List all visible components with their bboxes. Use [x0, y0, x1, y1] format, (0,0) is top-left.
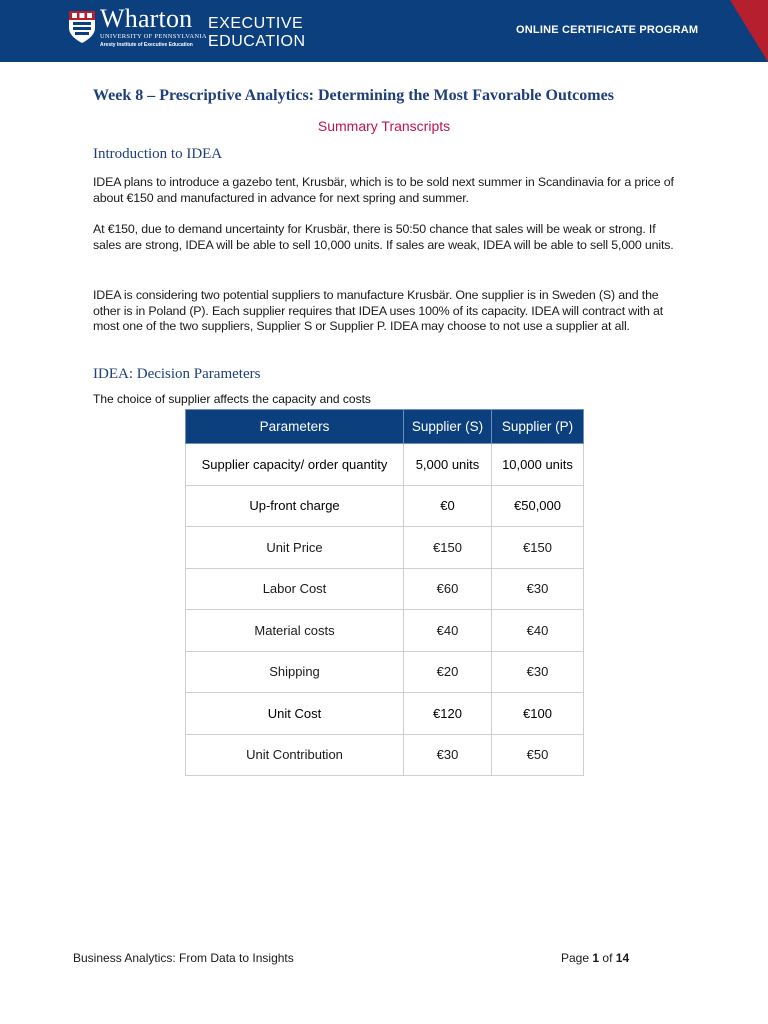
table-cell: Unit Cost [186, 693, 404, 735]
red-corner-accent [730, 0, 768, 62]
program-label: ONLINE CERTIFICATE PROGRAM [516, 24, 699, 36]
table-cell: Unit Price [186, 527, 404, 569]
table-cell: Shipping [186, 651, 404, 693]
table-cell: €50 [492, 734, 584, 776]
table-cell: Up-front charge [186, 485, 404, 527]
exec-line-1: EXECUTIVE [208, 15, 304, 32]
table-cell: €0 [404, 485, 492, 527]
table-cell: €20 [404, 651, 492, 693]
page-current: 1 [592, 951, 600, 965]
table-cell: €150 [404, 527, 492, 569]
page-title: Week 8 – Prescriptive Analytics: Determining the Most Favorable Outcomes [93, 87, 614, 104]
table-cell: €60 [404, 568, 492, 610]
institute-name: Aresty Institute of Executive Education [100, 42, 193, 48]
page-label: Page [561, 951, 590, 965]
table-row [186, 734, 584, 776]
footer-course-name: Business Analytics: From Data to Insights [73, 951, 294, 965]
page-total: 14 [615, 951, 630, 965]
column-header: Supplier (S) [404, 410, 492, 444]
table-caption: The choice of supplier affects the capacity and costs [93, 392, 371, 406]
table-cell: Material costs [186, 610, 404, 652]
footer-page-number [561, 951, 629, 965]
column-header: Parameters [186, 410, 404, 444]
table-cell: €40 [404, 610, 492, 652]
header-band [0, 0, 768, 62]
intro-paragraph-3: IDEA is considering two potential suppliers to manufacture Krusbär. One supplier is in Sweden (S) and the other is in Poland (P). Each supplier requires that IDEA uses 100% of its capacity. IDEA will contract with at most one of the two suppliers, Supplier S or Supplier P. IDEA may choose to not use a supplier at all. [93, 288, 664, 333]
table-cell: €30 [404, 734, 492, 776]
table-cell: Unit Contribution [186, 734, 404, 776]
table-cell: €30 [492, 651, 584, 693]
column-header: Supplier (P) [492, 410, 584, 444]
penn-shield-icon [68, 10, 96, 44]
table-row [186, 651, 584, 693]
table-cell: €150 [492, 527, 584, 569]
intro-paragraph-1: IDEA plans to introduce a gazebo tent, Krusbär, which is to be sold next summer in Scandinavia for a price of about €150 and manufactured in advance for next spring and summer. [93, 175, 674, 205]
table-row [186, 610, 584, 652]
table-row [186, 527, 584, 569]
table-cell: Labor Cost [186, 568, 404, 610]
table-row [186, 693, 584, 735]
intro-paragraph-2: At €150, due to demand uncertainty for Krusbär, there is 50:50 chance that sales will be weak or strong. If sales are strong, IDEA will be able to sell 10,000 units. If sales are weak, IDEA will be able to sell 5,000 units. [93, 222, 674, 252]
decision-parameters-table [185, 409, 584, 776]
table-cell: €50,000 [492, 485, 584, 527]
table-row [186, 485, 584, 527]
table-cell: €120 [404, 693, 492, 735]
section-heading-parameters: IDEA: Decision Parameters [93, 366, 261, 382]
section-heading-intro: Introduction to IDEA [93, 146, 223, 162]
table-cell: 5,000 units [404, 444, 492, 486]
table-cell: €100 [492, 693, 584, 735]
executive-education-label [208, 15, 306, 51]
table-row [186, 444, 584, 486]
table-header-row [186, 410, 584, 444]
table-cell: €40 [492, 610, 584, 652]
university-name: UNIVERSITY OF PENNSYLVANIA [100, 33, 207, 40]
brand-wordmark: Wharton [100, 4, 193, 33]
table-cell: 10,000 units [492, 444, 584, 486]
exec-line-2: EDUCATION [208, 33, 306, 50]
table-row [186, 568, 584, 610]
of-label: of [602, 951, 613, 965]
table-cell: Supplier capacity/ order quantity [186, 444, 404, 486]
page-subtitle: Summary Transcripts [317, 118, 451, 134]
wharton-logo [68, 4, 207, 54]
table-cell: €30 [492, 568, 584, 610]
